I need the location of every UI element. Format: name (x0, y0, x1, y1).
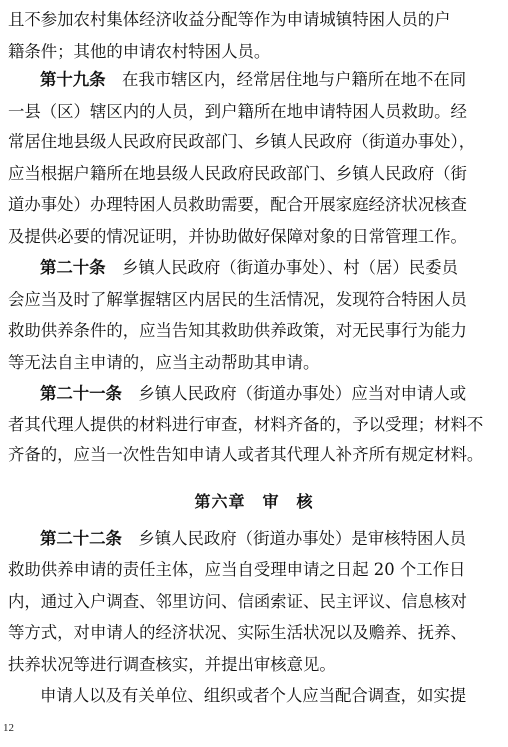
paragraph-line: 会应当及时了解掌握辖区内居民的生活情况，发现符合特困人员 (8, 290, 467, 309)
paragraph-text: 乡镇人民政府（街道办事处）、村（居）民委员 (105, 258, 458, 277)
page-number: 12 (3, 722, 14, 734)
paragraph-line: 申请人以及有关单位、组织或者个人应当配合调查，如实提 (40, 686, 467, 705)
paragraph-text: 乡镇人民政府（街道办事处）应当对申请人或 (121, 384, 467, 403)
paragraph-line: 救助供养申请的责任主体，应当自受理申请之日起 20 个工作日 (8, 560, 466, 579)
paragraph-line: 且不参加农村集体经济收益分配等作为申请城镇特困人员的户 (8, 10, 451, 29)
paragraph-line: 一县（区）辖区内的人员，到户籍所在地申请特困人员救助。经 (8, 102, 467, 121)
article-20-line (40, 256, 490, 280)
paragraph-line: 等无法自主申请的，应当主动帮助其申请。 (8, 353, 320, 372)
paragraph-line: 籍条件；其他的申请农村特困人员。 (8, 42, 271, 61)
paragraph-line: 齐备的，应当一次性告知申请人或者其代理人补齐所有规定材料。 (8, 445, 484, 464)
article-number: 第二十条 (40, 258, 106, 277)
article-19-line (40, 68, 490, 92)
article-22-line (40, 527, 490, 551)
paragraph-line: 扶养状况等进行调查核实，并提出审核意见。 (8, 655, 336, 674)
paragraph-line: 等方式，对申请人的经济状况、实际生活状况以及赡养、抚养、 (8, 623, 467, 642)
article-number: 第十九条 (40, 70, 106, 89)
chapter-heading: 第六章 审 核 (194, 492, 314, 511)
paragraph-line: 及提供必要的情况证明，并协助做好保障对象的日常管理工作。 (8, 227, 467, 246)
article-number: 第二十一条 (40, 384, 122, 403)
paragraph-line: 应当根据户籍所在地县级人民政府民政部门、乡镇人民政府（街 (8, 164, 467, 183)
paragraph-line: 内，通过入户调查、邻里访问、信函索证、民主评议、信息核对 (8, 592, 467, 611)
paragraph-line: 道办事处）办理特困人员救助需要，配合开展家庭经济状况核查 (8, 195, 467, 214)
paragraph-line: 救助供养条件的，应当告知其救助供养政策，对无民事行为能力 (8, 321, 467, 340)
paragraph-text: 乡镇人民政府（街道办事处）是审核特困人员 (121, 529, 467, 548)
article-21-line (40, 382, 490, 406)
article-number: 第二十二条 (40, 529, 122, 548)
paragraph-line: 常居住地县级人民政府民政部门、乡镇人民政府（街道办事处）， (8, 132, 476, 151)
paragraph-text: 在我市辖区内，经常居住地与户籍所在地不在同 (105, 70, 467, 89)
paragraph-line: 者其代理人提供的材料进行审查，材料齐备的，予以受理；材料不 (8, 415, 484, 434)
